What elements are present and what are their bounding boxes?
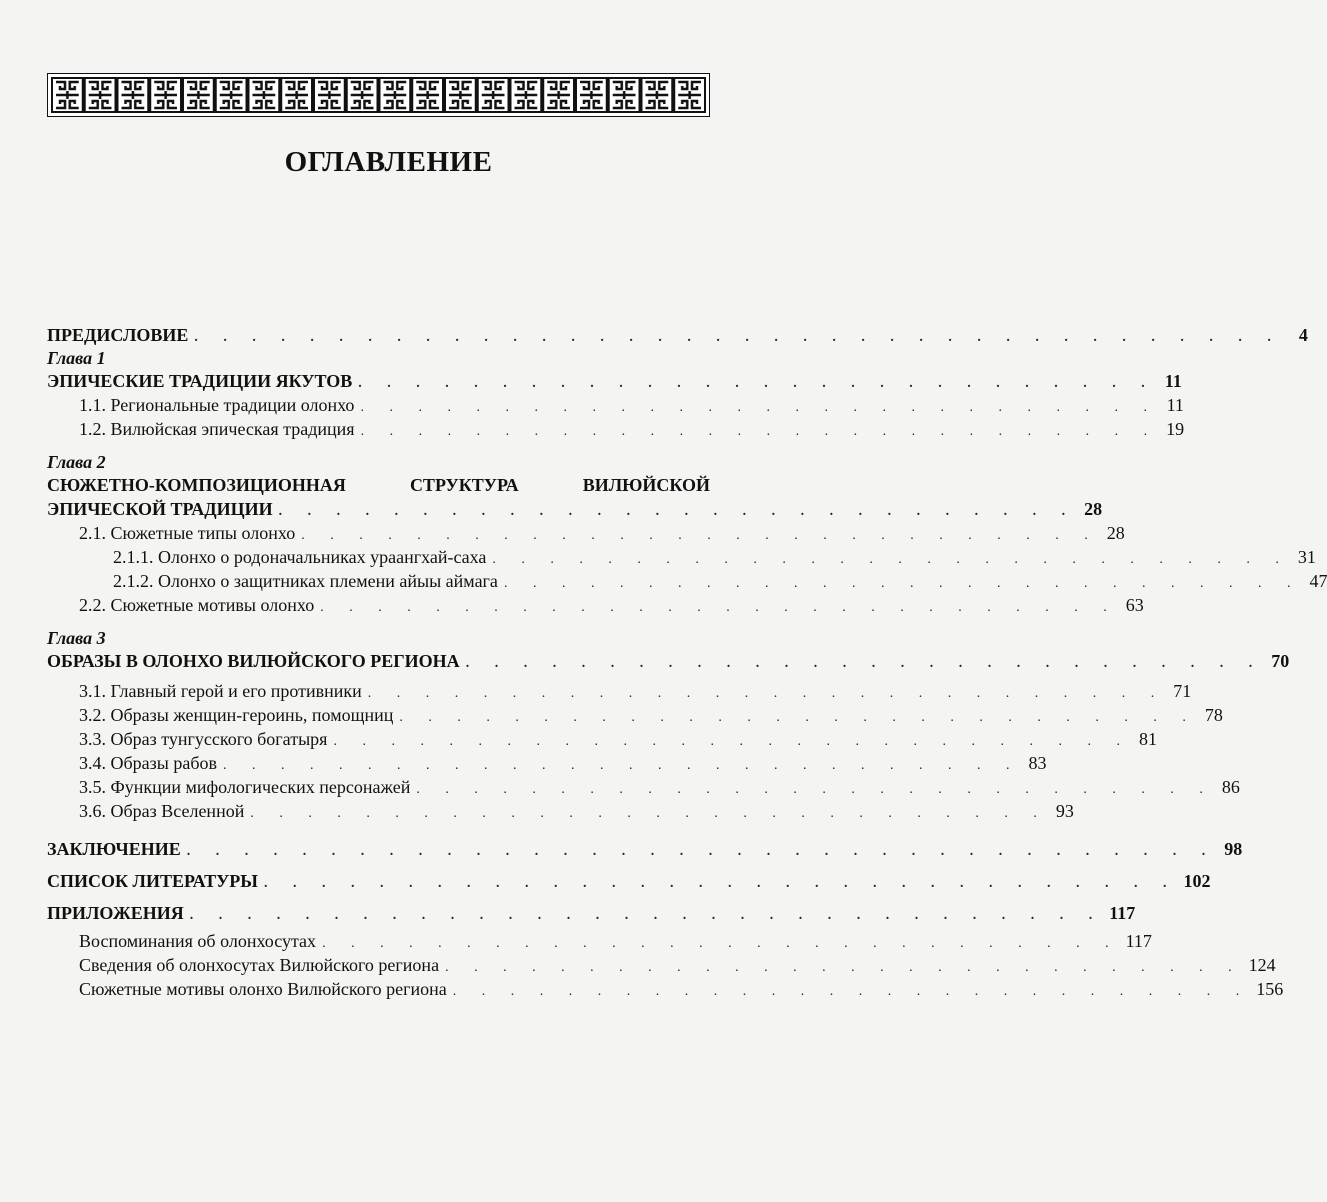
toc-entry-label: 3.1. Главный герой и его противники <box>79 679 368 703</box>
toc-entry-literature[interactable] <box>47 869 1211 893</box>
toc-entry-section[interactable] <box>47 727 1157 751</box>
leader-dots: . . . . . . . . . . . . . . . . . . . . . . . . . . . . <box>360 424 1159 439</box>
page-title: ОГЛАВЛЕНИЕ <box>284 146 493 178</box>
leader-dots: . . . . . . . . . . . . . . . . . . . . . . . . . . . . <box>358 376 1156 391</box>
toc-entry-page: 102 <box>1183 871 1211 891</box>
toc-entry-section[interactable] <box>47 775 1240 799</box>
leader-dots: . . . . . . . . . . . . . . . . . . . . . . . . . . . . <box>416 782 1214 797</box>
toc-entry-section[interactable] <box>47 417 1185 441</box>
toc-entry-chapter-3[interactable] <box>47 649 1290 673</box>
toc-entry-label: 2.1.2. Олонхо о защитниках племени айыы аймага <box>113 569 504 593</box>
toc-entry-label: ПРЕДИСЛОВИЕ <box>47 323 194 347</box>
toc-entry-page: 117 <box>1125 931 1152 951</box>
leader-dots: . . . . . . . . . . . . . . . . . . . . . . . . . . . . <box>503 576 1302 591</box>
toc-entry-label: 3.5. Функции мифологических персонажей <box>79 775 416 799</box>
toc-entry-page: 4 <box>1298 325 1308 345</box>
toc-entry-label: СПИСОК ЛИТЕРАТУРЫ <box>47 869 264 893</box>
toc-entry-label: ОБРАЗЫ В ОЛОНХО ВИЛЮЙСКОГО РЕГИОНА <box>47 649 466 673</box>
toc-entry-label: 2.2. Сюжетные мотивы олонхо <box>79 593 320 617</box>
leader-dots: . . . . . . . . . . . . . . . . . . . . . . . . . . . . <box>465 656 1264 671</box>
toc-entry-label: ПРИЛОЖЕНИЯ <box>47 901 190 925</box>
toc-entry-page: 78 <box>1204 705 1223 725</box>
leader-dots: . . . . . . . . . . . . . . . . . . . . . . . . . . . . <box>452 984 1251 999</box>
toc-entry-page: 93 <box>1055 801 1074 821</box>
toc-entry-label: Сюжетные мотивы олонхо Вилюйского региона <box>79 977 453 1001</box>
leader-dots: . . . . . . . . . . . . . . . . . . . . . . . . . . . . . . . . . . . . . . <box>194 330 1282 345</box>
toc-entry-page: 28 <box>1084 499 1103 519</box>
toc-entry-section[interactable] <box>47 593 1144 617</box>
chapter-label: Глава 1 <box>47 348 106 368</box>
leader-dots: . . . . . . . . . . . . . . . . . . . . . . . . . . . . <box>333 734 1131 749</box>
leader-dots: . . . . . . . . . . . . . . . . . . . . . . . . . . . . <box>301 528 1099 543</box>
leader-dots: . . . . . . . . . . . . . . . . . . . . . . . . . . . . <box>250 806 1048 821</box>
title-word: СТРУКТУРА <box>409 475 519 495</box>
toc-entry-page: 86 <box>1221 777 1240 797</box>
toc-entry-page: 71 <box>1173 681 1192 701</box>
table-of-contents <box>47 323 1327 1001</box>
toc-entry-appendix-item[interactable] <box>47 977 1284 1001</box>
leader-dots: . . . . . . . . . . . . . . . . . . . . . . . . . . . . <box>367 686 1166 701</box>
toc-entry-page: 63 <box>1125 595 1144 615</box>
chapter-label: Глава 3 <box>47 628 106 648</box>
leader-dots: . . . . . . . . . . . . . . . . . . . . . . . . . . . . <box>322 936 1120 951</box>
toc-entry-label: 2.1. Сюжетные типы олонхо <box>79 521 301 545</box>
leader-dots: . . . . . . . . . . . . . . . . . . . . . . . . . . . . <box>399 710 1197 725</box>
toc-entry-appendix-item[interactable] <box>47 929 1152 953</box>
leader-dots: . . . . . . . . . . . . . . . . . . . . . . . . . . . . <box>223 758 1021 773</box>
toc-entry-subsection[interactable] <box>47 569 1327 593</box>
toc-entry-label: 3.2. Образы женщин-героинь, помощниц <box>79 703 399 727</box>
chapter-title-line-1 <box>47 473 710 497</box>
decorative-ornament-border <box>47 73 710 117</box>
toc-entry-label: ЗАКЛЮЧЕНИЕ <box>47 837 187 861</box>
leader-dots: . . . . . . . . . . . . . . . . . . . . . . . . . . . . <box>278 504 1077 519</box>
toc-entry-label: ЭПИЧЕСКИЕ ТРАДИЦИИ ЯКУТОВ <box>47 369 358 393</box>
toc-entry-label: 3.4. Образы рабов <box>79 751 223 775</box>
toc-entry-label: 1.1. Региональные традиции олонхо <box>79 393 360 417</box>
title-word: ВИЛЮЙСКОЙ <box>582 475 710 495</box>
toc-entry-label: 3.3. Образ тунгусского богатыря <box>79 727 333 751</box>
toc-entry-page: 19 <box>1166 419 1185 439</box>
leader-dots: . . . . . . . . . . . . . . . . . . . . . . . . . . . . <box>320 600 1118 615</box>
title-word: СЮЖЕТНО-КОМПОЗИЦИОННАЯ <box>47 475 346 495</box>
toc-entry-page: 70 <box>1271 651 1290 671</box>
toc-entry-section[interactable] <box>47 799 1074 823</box>
toc-entry-page: 83 <box>1028 753 1047 773</box>
toc-entry-appendix[interactable] <box>47 901 1136 925</box>
toc-entry-section[interactable] <box>47 679 1192 703</box>
toc-entry-label: ЭПИЧЕСКОЙ ТРАДИЦИИ <box>47 497 279 521</box>
toc-entry-label: 3.6. Образ Вселенной <box>79 799 250 823</box>
leader-dots: . . . . . . . . . . . . . . . . . . . . . . . . . . . . . . . . <box>263 876 1178 891</box>
toc-entry-page: 28 <box>1106 523 1125 543</box>
toc-entry-page: 124 <box>1248 955 1276 975</box>
leader-dots: . . . . . . . . . . . . . . . . . . . . . . . . . . . . <box>492 552 1290 567</box>
toc-entry-subsection[interactable] <box>47 545 1316 569</box>
toc-entry-label: 2.1.1. Олонхо о родоначальниках ураангхай-саха <box>113 545 492 569</box>
toc-entry-section[interactable] <box>47 521 1125 545</box>
toc-entry-section[interactable] <box>47 393 1184 417</box>
toc-entry-appendix-item[interactable] <box>47 953 1276 977</box>
toc-entry-section[interactable] <box>47 751 1047 775</box>
leader-dots: . . . . . . . . . . . . . . . . . . . . . . . . . . . . . . . . . . . . <box>186 844 1217 859</box>
toc-entry-section[interactable] <box>47 703 1223 727</box>
toc-entry-page: 156 <box>1256 979 1284 999</box>
toc-entry-page: 81 <box>1138 729 1157 749</box>
toc-entry-page: 11 <box>1164 371 1182 391</box>
toc-entry-page: 31 <box>1297 547 1316 567</box>
leader-dots: . . . . . . . . . . . . . . . . . . . . . . . . . . . . <box>360 400 1158 415</box>
toc-entry-page: 98 <box>1224 839 1243 859</box>
toc-entry-label: Воспоминания об олонхосутах <box>79 929 322 953</box>
toc-entry-label: Сведения об олонхосутах Вилюйского региона <box>79 953 445 977</box>
toc-entry-page: 117 <box>1109 903 1136 923</box>
toc-entry-conclusion[interactable] <box>47 837 1243 861</box>
toc-entry-page: 47 <box>1309 571 1327 591</box>
ornament-pattern-icon <box>51 77 706 113</box>
leader-dots: . . . . . . . . . . . . . . . . . . . . . . . . . . . . . . . . <box>189 908 1104 923</box>
toc-entry-chapter-2[interactable] <box>47 473 1103 521</box>
leader-dots: . . . . . . . . . . . . . . . . . . . . . . . . . . . . <box>445 960 1243 975</box>
toc-entry-chapter-1[interactable] <box>47 369 1182 393</box>
toc-entry-preface[interactable] <box>47 323 1308 347</box>
chapter-label: Глава 2 <box>47 452 106 472</box>
toc-entry-label: 1.2. Вилюйская эпическая традиция <box>79 417 361 441</box>
toc-entry-page: 11 <box>1166 395 1184 415</box>
